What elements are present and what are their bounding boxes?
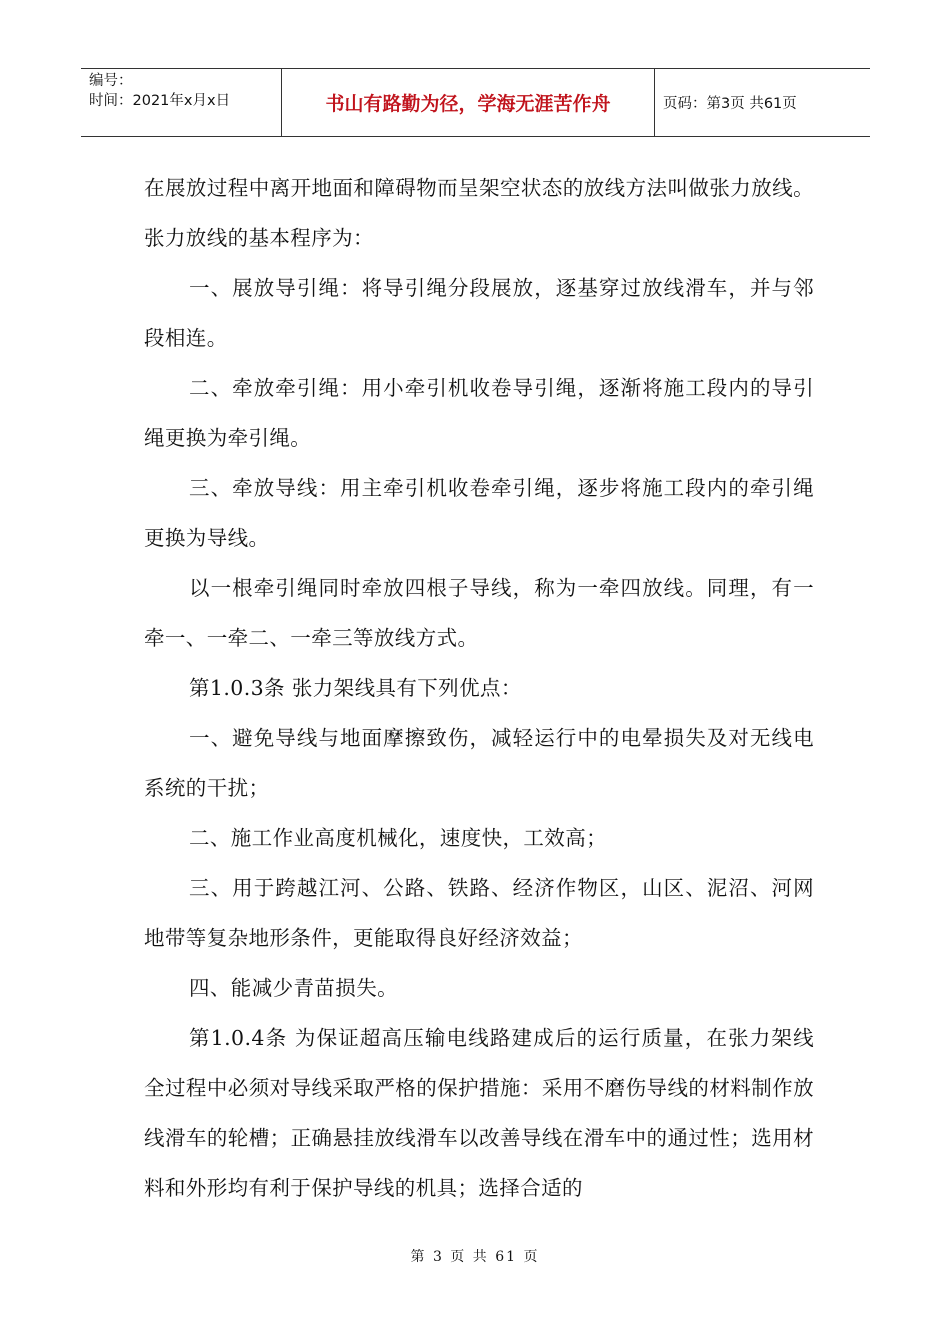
document-body xyxy=(144,163,814,1213)
page-header xyxy=(81,68,870,137)
document-date: 时间：2021年x月x日 xyxy=(89,93,231,109)
document-number-label: 编号： xyxy=(89,73,133,89)
paragraph: 第1.0.4条 为保证超高压输电线路建成后的运行质量，在张力架线全过程中必须对导线采取严格的保护措施：采用不磨伤导线的材料制作放线滑车的轮槽；正确悬挂放线滑车以改善导线在滑车中的通过性；选用材料和外形均有利于保护导线的机具；选择合适的 xyxy=(144,1026,814,1200)
header-meta xyxy=(81,69,282,136)
page-footer: 第 3 页 共 61 页 xyxy=(410,1249,540,1265)
header-page-number: 页码：第3页 共61页 xyxy=(663,96,797,112)
paragraph: 二、施工作业高度机械化，速度快，工效高； xyxy=(189,826,607,850)
paragraph: 三、用于跨越江河、公路、铁路、经济作物区，山区、泥沼、河网地带等复杂地形条件，更能取得良好经济效益； xyxy=(144,876,814,950)
paragraph: 以一根牵引绳同时牵放四根子导线，称为一牵四放线。同理，有一牵一、一牵二、一牵三等放线方式。 xyxy=(144,576,814,650)
paragraph: 二、牵放牵引绳：用小牵引机收卷导引绳，逐渐将施工段内的导引绳更换为牵引绳。 xyxy=(144,376,814,450)
paragraph: 第1.0.3条 张力架线具有下列优点： xyxy=(189,676,522,700)
paragraph: 一、展放导引绳：将导引绳分段展放，逐基穿过放线滑车，并与邻段相连。 xyxy=(144,276,814,350)
paragraph: 一、避免导线与地面摩擦致伤，减轻运行中的电晕损失及对无线电系统的干扰； xyxy=(144,726,814,800)
paragraph: 在展放过程中离开地面和障碍物而呈架空状态的放线方法叫做张力放线。张力放线的基本程序为： xyxy=(144,176,814,250)
paragraph: 四、能减少青苗损失。 xyxy=(189,976,398,1000)
header-motto: 书山有路勤为径，学海无涯苦作舟 xyxy=(282,69,655,136)
paragraph: 三、牵放导线：用主牵引机收卷牵引绳，逐步将施工段内的牵引绳更换为导线。 xyxy=(144,476,814,550)
